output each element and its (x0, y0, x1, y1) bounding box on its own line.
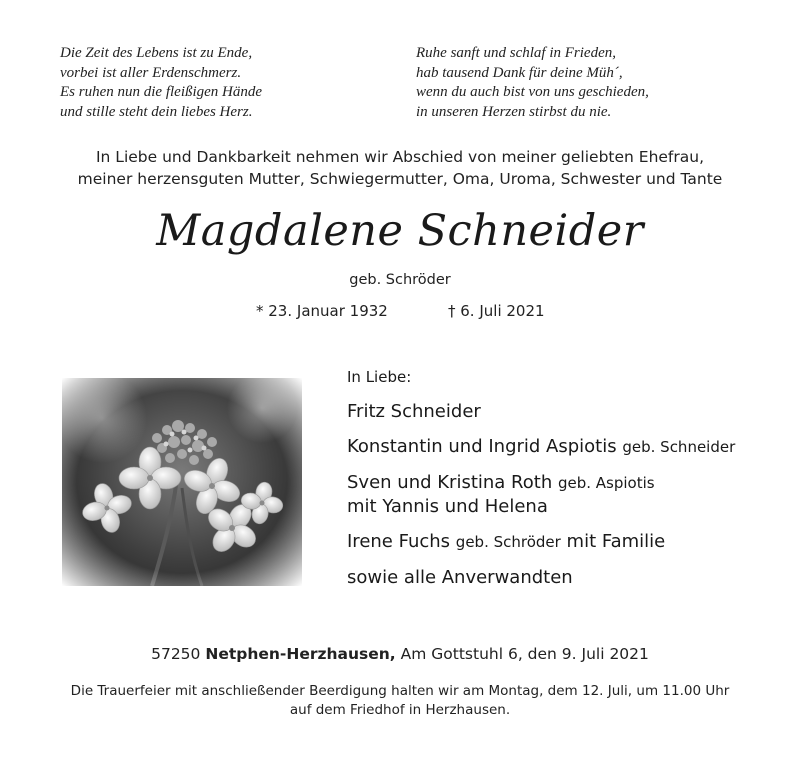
intro-text (0, 146, 800, 190)
address-zip: 57250 (151, 645, 201, 663)
funeral-line: Die Trauerfeier mit anschließender Beerdigung halten wir am Montag, dem 12. Juli, um 11.00 Uhr (70, 683, 730, 699)
mourners-list (347, 368, 735, 601)
address-line (0, 645, 800, 663)
poem-left (60, 44, 262, 122)
address-town: Netphen-Herzhausen, (205, 645, 396, 663)
mourner-maiden-note: geb. Aspiotis (557, 474, 655, 492)
poem-line: und stille steht dein liebes Herz. (60, 103, 253, 120)
poem-line: vorbei ist aller Erdenschmerz. (60, 64, 242, 81)
mourner-maiden-note: geb. Schröder (455, 533, 561, 551)
mourner-maiden-note: geb. Schneider (622, 438, 736, 456)
poem-right (416, 44, 649, 122)
mourner-entry (347, 471, 735, 518)
mourner-children: mit Yannis und Helena (347, 496, 548, 517)
poem-line: wenn du auch bist von uns geschieden, (416, 84, 649, 100)
mourner-name: Sven und Kristina Roth (347, 472, 553, 493)
deceased-name: Magdalene Schneider (156, 206, 644, 256)
hydrangea-flower-photo (62, 378, 302, 586)
poem-line: Ruhe sanft und schlaf in Frieden, (416, 45, 616, 61)
birth-date: * 23. Januar 1932 (256, 302, 388, 320)
mourner-name: Irene Fuchs (347, 531, 451, 552)
mourner-name: sowie alle Anverwandten (347, 567, 573, 588)
maiden-name: geb. Schröder (349, 272, 451, 288)
poem-line: in unseren Herzen stirbst du nie. (416, 103, 612, 120)
poem-line: Die Zeit des Lebens ist zu Ende, (60, 45, 253, 61)
mourner-suffix: mit Familie (566, 531, 666, 552)
intro-line: In Liebe und Dankbarkeit nehmen wir Abschied von meiner geliebten Ehefrau, (95, 148, 705, 166)
mourner-name: Fritz Schneider (347, 401, 481, 422)
poem-line: hab tausend Dank für deine Müh´, (416, 64, 623, 81)
funeral-line: auf dem Friedhof in Herzhausen. (289, 702, 511, 718)
mourner-name: Konstantin und Ingrid Aspiotis (347, 436, 617, 457)
mourner-entry (347, 435, 735, 459)
mourner-entry (347, 530, 735, 554)
flower-illustration (62, 378, 302, 586)
mourner-entry (347, 400, 735, 423)
intro-line: meiner herzensguten Mutter, Schwiegermutter, Oma, Uroma, Schwester und Tante (77, 170, 723, 188)
funeral-info (0, 682, 800, 720)
address-street-date: Am Gottstuhl 6, den 9. Juli 2021 (400, 645, 649, 663)
death-date: † 6. Juli 2021 (448, 302, 545, 320)
mourners-label: In Liebe: (347, 368, 412, 386)
mourner-entry (347, 566, 735, 589)
poem-line: Es ruhen nun die fleißigen Hände (60, 84, 263, 100)
